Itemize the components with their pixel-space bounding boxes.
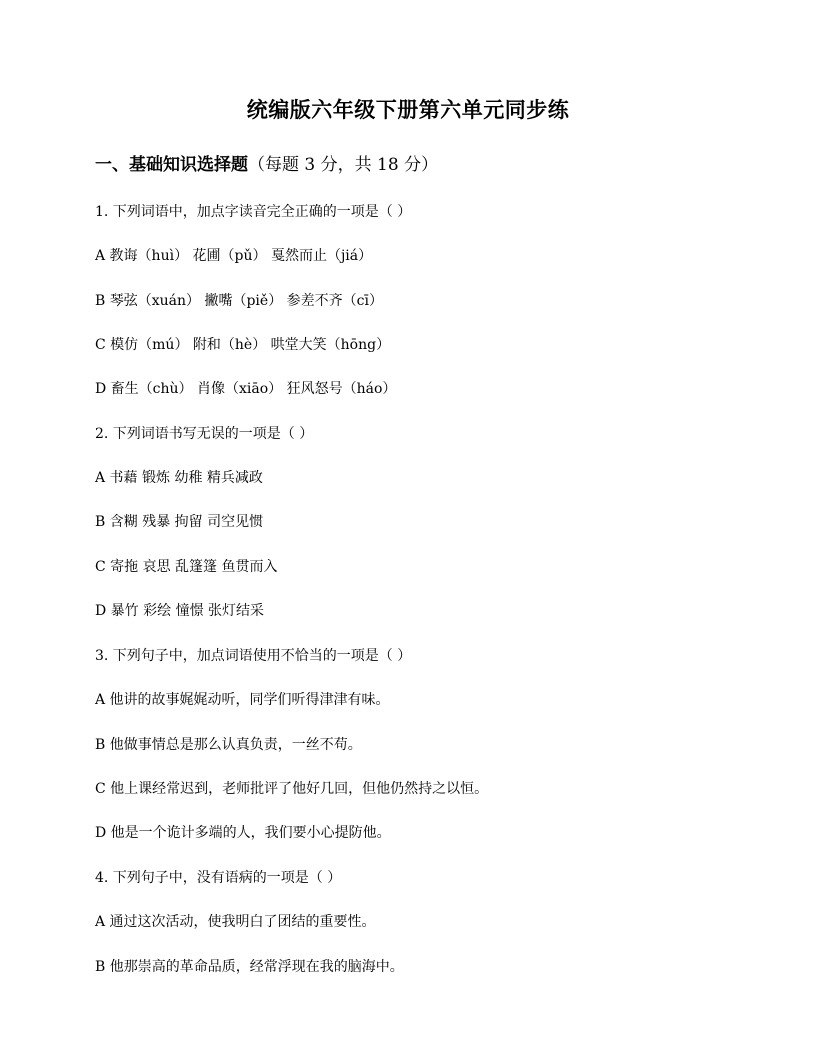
section-score-note: （每题 3 分，共 18 分） <box>248 155 439 175</box>
question-option: A 教诲（huì） 花圃（pǔ） 戛然而止（jiá） <box>95 248 373 264</box>
question-option: A 书藉 锻炼 幼稚 精兵减政 <box>95 470 263 486</box>
question-option: C 寄拖 哀思 乱篷篷 鱼贯而入 <box>95 559 278 575</box>
question-option: D 他是一个诡计多端的人，我们要小心提防他。 <box>95 825 391 841</box>
page-title: 统编版六年级下册第六单元同步练 <box>246 97 570 122</box>
question-option: B 他做事情总是那么认真负责，一丝不苟。 <box>95 737 362 753</box>
section-heading <box>95 150 438 175</box>
question-option: D 畜生（chù） 肖像（xiāo） 狂风怒号（háo） <box>95 381 397 397</box>
question-stem: 4. 下列句子中，没有语病的一项是（ ） <box>95 870 342 886</box>
question-option: B 他那崇高的革命品质，经常浮现在我的脑海中。 <box>95 959 404 975</box>
question-stem: 2. 下列词语书写无误的一项是（ ） <box>95 426 314 442</box>
section-heading-text: 一、基础知识选择题 <box>95 155 248 175</box>
question-option: A 通过这次活动，使我明白了团结的重要性。 <box>95 914 376 930</box>
question-option: A 他讲的故事娓娓动听，同学们听得津津有味。 <box>95 692 390 708</box>
question-option: B 琴弦（xuán） 撇嘴（piě） 参差不齐（cī） <box>95 293 383 309</box>
question-option: C 模仿（mú） 附和（hè） 哄堂大笑（hōng） <box>95 337 391 353</box>
question-option: B 含糊 残暴 拘留 司空见惯 <box>95 514 264 530</box>
question-option: D 暴竹 彩绘 憧憬 张灯结采 <box>95 603 265 619</box>
question-option: C 他上课经常迟到，老师批评了他好几回，但他仍然持之以恒。 <box>95 781 489 797</box>
question-stem: 3. 下列句子中，加点词语使用不恰当的一项是（ ） <box>95 648 412 664</box>
question-stem: 1. 下列词语中，加点字读音完全正确的一项是（ ） <box>95 204 412 220</box>
